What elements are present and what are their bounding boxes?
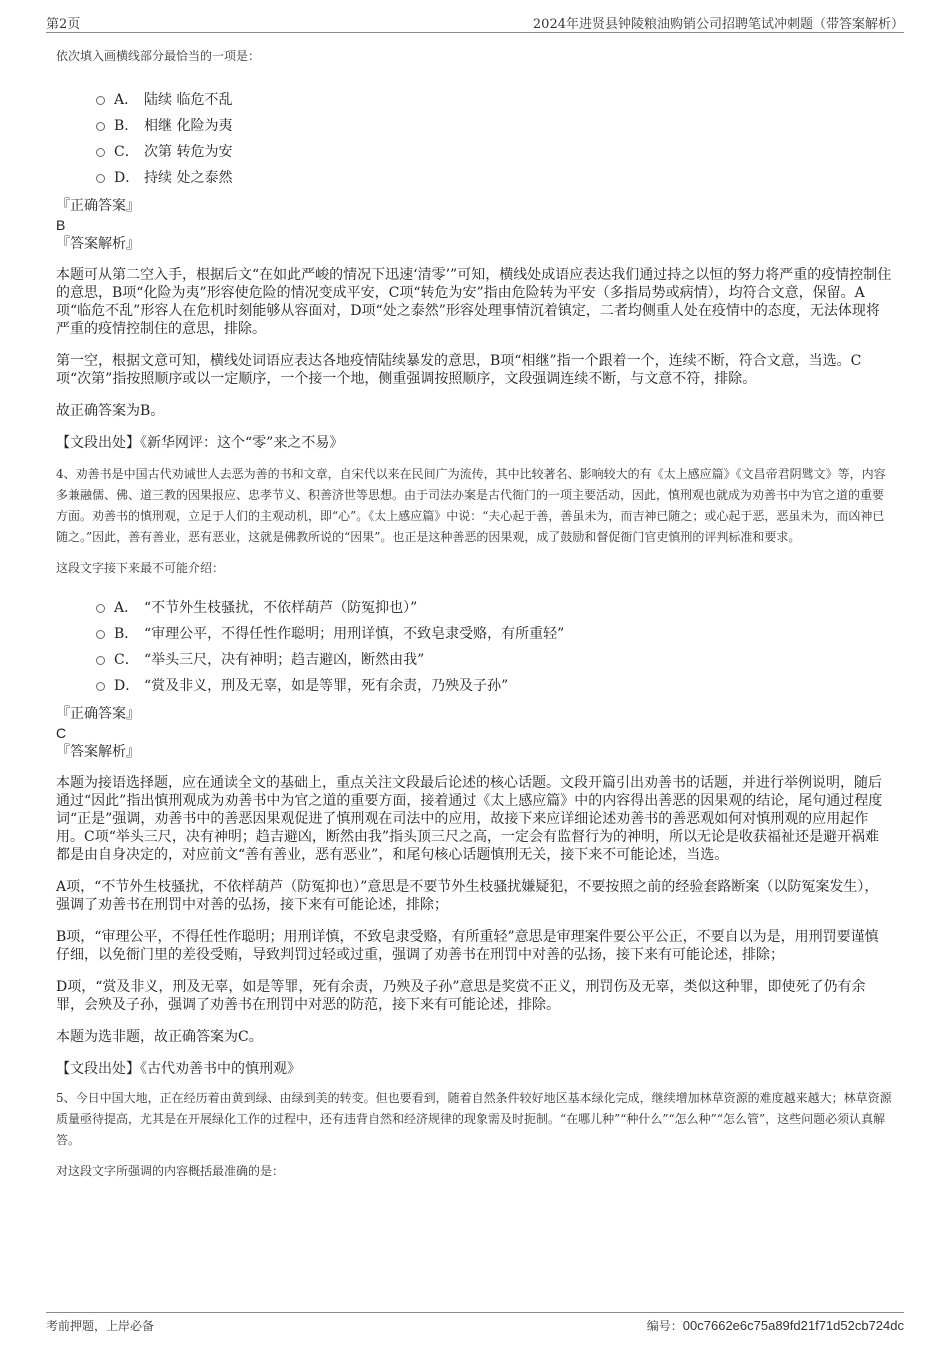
option-letter: A． [114, 92, 139, 108]
q4-option-c[interactable] [56, 647, 892, 673]
radio-icon[interactable] [96, 630, 105, 639]
q3-option-d[interactable] [56, 165, 892, 191]
page-header [46, 10, 904, 33]
document-title: 2024年进贤县钟陵粮油购销公司招聘笔试冲刺题（带答案解析） [532, 17, 904, 32]
option-letter: D． [114, 170, 140, 186]
option-text: 持续 处之泰然 [144, 170, 233, 186]
option-letter: C． [114, 144, 139, 160]
q3-analysis-para-2: 第一空，根据文意可知，横线处词语应表达各地疫情陆续暴发的意思，B项“相继”指一个跟着一个，连续不断，符合文意，当选。C项“次第”指按照顺序或以一定顺序，一个接一个地，侧重强调按照顺序，文段强调连续不断，与文意不符，排除。 [56, 353, 862, 387]
q4-analysis-para-3: B项，“审理公平，不得任性作聪明；用刑详慎，不致皂隶受赂，有所重轻”意思是审理案件要公平公正，不要自以为是，用刑罚要谨慎仔细，以免衙门里的差役受贿，导致判罚过轻或过重，强调了劝善书在刑罚中对善的弘扬，接下来有可能论述，排除； [56, 929, 879, 963]
q4-analysis-label: 『答案解析』 [56, 744, 140, 760]
radio-icon[interactable] [96, 682, 105, 691]
radio-icon[interactable] [96, 122, 105, 131]
q3-option-a[interactable] [56, 87, 892, 113]
q3-analysis-para-3: 故正确答案为B。 [56, 403, 165, 419]
page-number: 第2页 [46, 17, 81, 32]
q5-passage: 5、今日中国大地，正在经历着由黄到绿、由绿到美的转变。但也要看到，随着自然条件较好地区基本绿化完成，继续增加林草资源的难度越来越大；林草资源质量亟待提高，尤其是在开展绿化工作的过程中，还有违背自然和经济规律的现象需及时扼制。“在哪儿种”“种什么”“怎么种”“怎么管”，这些问题必须认真解答。 [56, 1091, 892, 1147]
q3-source: 【文段出处】《新华网评：这个“零”来之不易》 [56, 435, 344, 451]
option-letter: A． [114, 600, 139, 616]
q4-analysis-para-5: 本题为选非题，故正确答案为C。 [56, 1029, 263, 1045]
radio-icon[interactable] [96, 148, 105, 157]
q4-answer: C [56, 725, 67, 741]
q4-option-d[interactable] [56, 673, 892, 699]
q4-option-b[interactable] [56, 621, 892, 647]
code-value: 00c7662e6c75a89fd21f71d52cb724dc [682, 1318, 904, 1333]
footer-slogan: 考前押题，上岸必备 [46, 1319, 155, 1333]
q3-analysis-label: 『答案解析』 [56, 236, 140, 252]
option-text: 陆续 临危不乱 [144, 92, 233, 108]
q3-option-b[interactable] [56, 113, 892, 139]
option-text: “赏及非义，刑及无辜，如是等罪，死有余责，乃殃及子孙” [144, 678, 509, 694]
option-text: “审理公平，不得任性作聪明；用刑详慎，不致皂隶受赂，有所重轻” [144, 626, 565, 642]
q3-options [56, 87, 892, 191]
q4-prompt: 这段文字接下来最不可能介绍： [56, 561, 225, 575]
option-letter: B． [114, 118, 139, 134]
q4-analysis-para-4: D项，“赏及非义，刑及无辜，如是等罪，死有余责，乃殃及子孙”意思是奖赏不正义，刑罚伤及无辜，类似这种罪，即使死了仍有余罪，会殃及子孙，强调了劝善书在刑罚中对恶的防范，接下来有可能论述，排除。 [56, 979, 866, 1013]
q5-prompt: 对这段文字所强调的内容概括最准确的是： [56, 1164, 285, 1178]
q4-analysis-para-1: 本题为接语选择题，应在通读全文的基础上，重点关注文段最后论述的核心话题。文段开篇引出劝善书的话题，并进行举例说明，随后通过“因此”指出慎刑观成为劝善书中为官之道的重要方面，接着通过《太上感应篇》中的内容得出善恶的因果观的结论，尾句通过程度词“正是”强调，劝善书中的善恶因果观促进了慎刑观在司法中的应用，故接下来应详细论述劝善书的善恶观如何对慎刑观的应用起作用。C项“举头三尺，决有神明；趋吉避凶，断然由我”指头顶三尺之高，一定会有监督行为的神明，所以无论是收获福祉还是避开祸难都是由自身决定的，对应前文“善有善业，恶有恶业”，和尾句核心话题慎刑无关，接下来不可能论述，当选。 [56, 775, 883, 863]
option-text: “不节外生枝骚扰，不依样葫芦（防冤抑也）” [144, 600, 418, 616]
q4-analysis-para-2: A项，“不节外生枝骚扰，不依样葫芦（防冤抑也）”意思是不要节外生枝骚扰嫌疑犯，不要按照之前的经验套路断案（以防冤案发生），强调了劝善书在刑罚中对善的弘扬，接下来有可能论述，排除； [56, 879, 879, 913]
option-letter: C． [114, 652, 139, 668]
q3-analysis-para-1: 本题可从第二空入手，根据后文“在如此严峻的情况下迅速‘清零’”可知，横线处成语应表达我们通过持之以恒的努力将严重的疫情控制住的意思，B项“化险为夷”形容使危险的情况变成平安，C项“转危为安”指由危险转为平安（多指局势或病情），均符合文意，保留。A项“临危不乱”形容人在危机时刻能够从容面对，D项“处之泰然”形容处理事情沉着镇定，二者均侧重人处在疫情中的态度，无法体现将严重的疫情控制住的意思，排除。 [56, 267, 892, 337]
option-text: “举头三尺，决有神明；趋吉避凶，断然由我” [144, 652, 425, 668]
q3-answer-label: 『正确答案』 [56, 198, 140, 214]
q4-passage: 4、劝善书是中国古代劝诫世人去恶为善的书和文章，自宋代以来在民间广为流传，其中比较著名、影响较大的有《太上感应篇》《文昌帝君阴骘文》等，内容多兼融儒、佛、道三教的因果报应、忠孝节义、积善济世等思想。由于司法办案是古代衙门的一项主要活动，因此，慎刑观也就成为劝善书中为官之道的重要方面。劝善书的慎刑观，立足于人们的主观动机，即“心”。《太上感应篇》中说：“夫心起于善，善虽未为，而吉神已随之；或心起于恶，恶虽未为，而凶神已随之。”因此，善有善业，恶有恶业，这就是佛教所说的“因果”。也正是这种善恶的因果观，成了鼓励和督促衙门官吏慎刑的评判标准和要求。 [56, 467, 886, 544]
option-text: 次第 转危为安 [144, 144, 233, 160]
q4-source: 【文段出处】《古代劝善书中的慎刑观》 [56, 1061, 301, 1077]
option-text: 相继 化险为夷 [144, 118, 233, 134]
q4-options [56, 595, 892, 699]
option-letter: D． [114, 678, 140, 694]
q3-answer: B [56, 217, 66, 233]
page-footer [46, 1312, 904, 1339]
radio-icon[interactable] [96, 656, 105, 665]
option-letter: B． [114, 626, 139, 642]
q4-answer-label: 『正确答案』 [56, 706, 140, 722]
radio-icon[interactable] [96, 96, 105, 105]
radio-icon[interactable] [96, 174, 105, 183]
code-label: 编号： [646, 1319, 683, 1333]
q4-option-a[interactable] [56, 595, 892, 621]
page-content [56, 46, 892, 1182]
q3-prompt: 依次填入画横线部分最恰当的一项是： [56, 49, 261, 63]
document-code [647, 1317, 904, 1334]
q3-option-c[interactable] [56, 139, 892, 165]
radio-icon[interactable] [96, 604, 105, 613]
